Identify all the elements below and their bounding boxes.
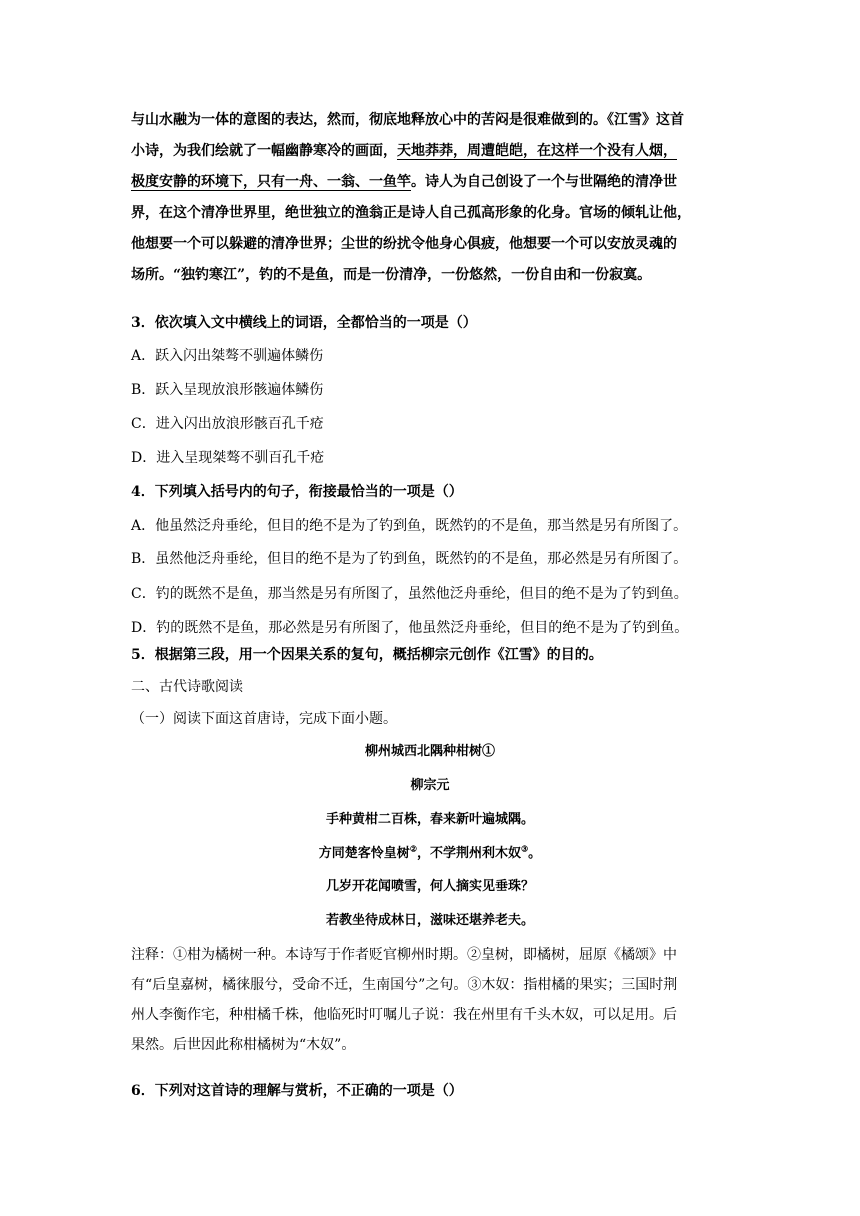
passage-paragraph (131, 105, 731, 291)
question-3-option-d: D．进入呈现桀骜不驯百孔千疮 (131, 450, 325, 466)
passage-line-3-text: 。诗人为自己创设了一个与世隔绝的清净世 (411, 174, 677, 190)
footnote-marker: ② (409, 843, 417, 854)
question-4-option-d: D．钓的既然不是鱼，那必然是另有所图了，他虽然泛舟垂纶，但目的绝不是为了钓到鱼。 (131, 620, 689, 636)
poem-notes (131, 940, 731, 1060)
question-3-stem: 3．依次填入文中横线上的词语，全都恰当的一项是（） (131, 315, 477, 331)
question-4-option-b: B．虽然他泛舟垂纶，但目的绝不是为了钓到鱼，既然钓的不是鱼，那必然是另有所图了。 (131, 551, 688, 567)
question-4-option-c: C．钓的既然不是鱼，那当然是另有所图了，虽然他泛舟垂纶，但目的绝不是为了钓到鱼。 (131, 586, 688, 602)
question-6-stem: 6．下列对这首诗的理解与赏析，不正确的一项是（） (131, 1083, 463, 1099)
notes-line-3: 州人李衡作宅，种柑橘千株，他临死时叮嘱儿子说：我在州里有千头木奴，可以足用。后 (131, 1007, 677, 1023)
poem-line-2-part-c: 。 (528, 846, 542, 861)
question-4-option-a: A．他虽然泛舟垂纶，但目的绝不是为了钓到鱼，既然钓的不是鱼，那当然是另有所图了。 (131, 518, 688, 534)
passage-line-5: 他想要一个可以躲避的清净世界；尘世的纷扰令他身心俱疲，他想要一个可以安放灵魂的 (131, 236, 677, 252)
question-3-option-a: A．跃入闪出桀骜不驯遍体鳞伤 (131, 348, 324, 364)
poem-title: 柳州城西北隅种柑树① (364, 744, 495, 759)
notes-line-1: 注释：①柑为橘树一种。本诗写于作者贬官柳州时期。②皇树，即橘树，屈原《橘颂》中 (131, 947, 677, 963)
poem-line-1: 手种黄柑二百株，春来新叶遍城隅。 (325, 812, 534, 827)
poem-line-2-part-b: ，不学荆州利木奴 (416, 846, 521, 861)
passage-line-2-text: 小诗，为我们绘就了一幅幽静寒冷的画面， (131, 143, 397, 159)
poem-author: 柳宗元 (410, 778, 450, 793)
passage-line-1: 与山水融为一体的意图的表达，然而，彻底地释放心中的苦闷是很难做到的。《江雪》这首 (131, 112, 684, 128)
question-5-stem: 5．根据第三段，用一个因果关系的复句，概括柳宗元创作《江雪》的目的。 (131, 647, 603, 663)
passage-line-3 (131, 167, 731, 198)
question-3-option-c: C．进入闪出放浪形骸百孔千疮 (131, 416, 324, 432)
notes-line-2: 有“后皇嘉树，橘徕服兮，受命不迁，生南国兮”之句。③木奴：指柑橘的果实；三国时荆 (131, 977, 678, 993)
notes-line-4: 果然。后世因此称柑橘树为“木奴”。 (131, 1037, 356, 1053)
section-subheading: （一）阅读下面这首唐诗，完成下面小题。 (131, 711, 397, 727)
poem-line-2-part-a: 方同楚客怜皇树 (318, 846, 410, 861)
footnote-marker: ③ (521, 843, 529, 854)
passage-line-6: 场所。“独钓寒江”，钓的不是鱼，而是一份清净，一份悠然，一份自由和一份寂寞。 (131, 267, 652, 283)
poem-line-2 (0, 844, 860, 864)
question-3-option-b: B．跃入呈现放浪形骸遍体鳞伤 (131, 382, 324, 398)
poem-line-3: 几岁开花闻喷雪，何人摘实见垂珠？ (325, 879, 534, 894)
passage-line-4: 界，在这个清净世界里，绝世独立的渔翁正是诗人自己孤高形象的化身。官场的倾轧让他， (131, 205, 691, 221)
question-4-stem: 4．下列填入括号内的句子，衔接最恰当的一项是（） (131, 484, 463, 500)
underlined-text: 极度安静的环境下，只有一舟、一翁、一鱼竿 (131, 174, 411, 190)
underlined-text: 天地莽莽，周遭皑皑，在这样一个没有人烟， (397, 143, 677, 159)
passage-line-2 (131, 136, 731, 167)
poem-line-4: 若教坐待成林日，滋味还堪养老夫。 (325, 913, 534, 928)
section-heading: 二、古代诗歌阅读 (131, 679, 243, 695)
